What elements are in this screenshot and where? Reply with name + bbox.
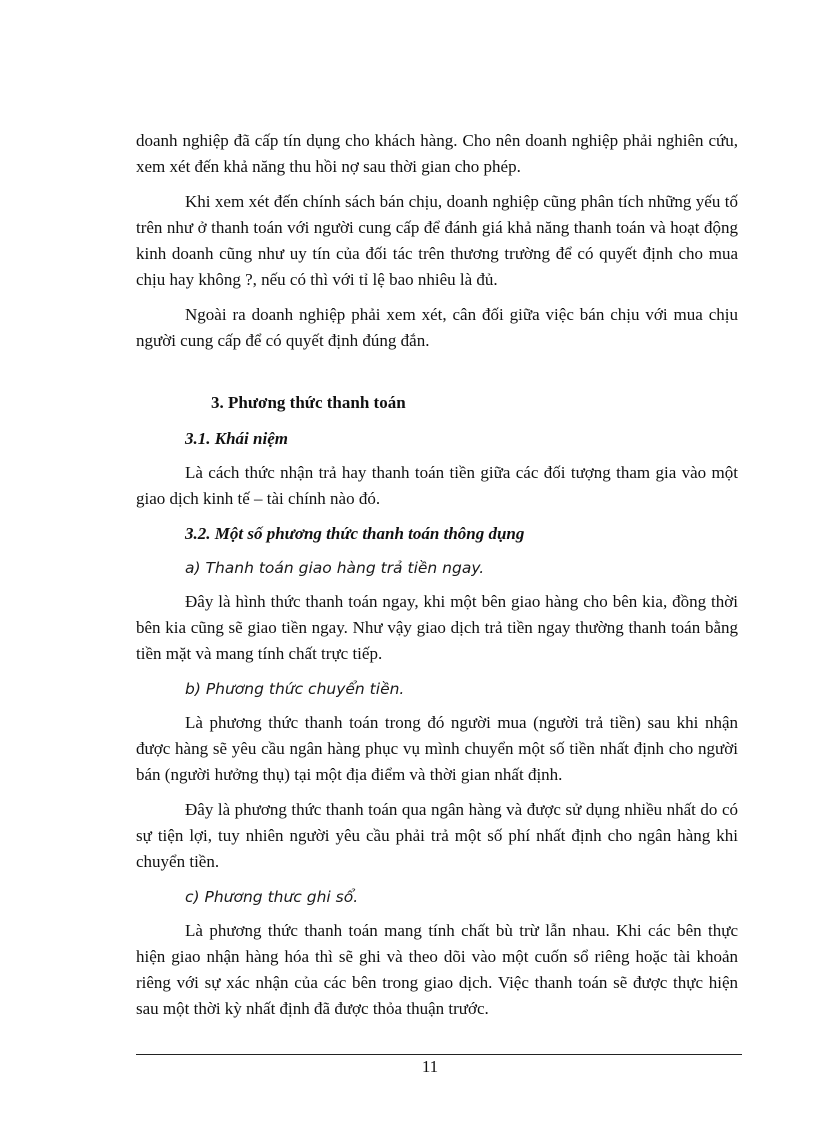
- paragraph-transfer-definition: Là phương thức thanh toán trong đó người mua (người trả tiền) sau khi nhận được hàng sẽ yêu cầu ngân hàng phục vụ mình chuyển một số tiền nhất định cho người bán (người hưởng thụ) tại một địa điểm và thời gian nhất định.: [136, 713, 738, 784]
- section-3-1-heading: 3.1. Khái niệm: [185, 429, 288, 448]
- subsection-a-title: a) Thanh toán giao hàng trả tiền ngay.: [185, 559, 485, 577]
- document-body: [136, 128, 738, 1031]
- subsection-c-title: c) Phương thưc ghi sổ.: [185, 888, 359, 906]
- paragraph-transfer-bank: Đây là phương thức thanh toán qua ngân hàng và được sử dụng nhiều nhất do có sự tiện lợi, tuy nhiên người yêu cầu phải trả một số phí nhất định cho ngân hàng khi chuyển tiền.: [136, 800, 738, 871]
- subsection-b-title: b) Phương thức chuyển tiền.: [185, 680, 405, 698]
- paragraph-continuation: doanh nghiệp đã cấp tín dụng cho khách hàng. Cho nên doanh nghiệp phải nghiên cứu, xem xét đến khả năng thu hồi nợ sau thời gian cho phép.: [136, 131, 738, 176]
- paragraph-credit-sales-analysis: Khi xem xét đến chính sách bán chịu, doanh nghiệp cũng phân tích những yếu tố trên như ở thanh toán với người cung cấp để đánh giá khả năng thanh toán và hoạt động kinh doanh cũng như uy tín của đối tác trên thương trường để có quyết định cho mua chịu hay không ?, nếu có thì với tỉ lệ bao nhiêu là đủ.: [136, 192, 738, 289]
- page-number: 11: [421, 1057, 439, 1076]
- paragraph-definition: Là cách thức nhận trả hay thanh toán tiền giữa các đối tượng tham gia vào một giao dịch kinh tế – tài chính nào đó.: [136, 463, 738, 508]
- paragraph-open-account: Là phương thức thanh toán mang tính chất bù trừ lẫn nhau. Khi các bên thực hiện giao nhận hàng hóa thì sẽ ghi và theo dõi vào một cuốn sổ riêng hoặc tài khoản riêng với sự xác nhận của các bên trong giao dịch. Việc thanh toán sẽ được thực hiện sau một thời kỳ nhất định đã được thỏa thuận trước.: [136, 921, 738, 1018]
- footer-divider: [136, 1054, 742, 1055]
- section-3-2-heading: 3.2. Một số phương thức thanh toán thông dụng: [185, 524, 525, 543]
- section-3-heading: 3. Phương thức thanh toán: [211, 393, 406, 412]
- paragraph-cash-payment: Đây là hình thức thanh toán ngay, khi một bên giao hàng cho bên kia, đồng thời bên kia cũng sẽ giao tiền ngay. Như vậy giao dịch trả tiền ngay thường thanh toán bằng tiền mặt và mang tính chất trực tiếp.: [136, 592, 738, 663]
- paragraph-balance-credit: Ngoài ra doanh nghiệp phải xem xét, cân đối giữa việc bán chịu với mua chịu người cung cấp để có quyết định đúng đắn.: [136, 305, 738, 350]
